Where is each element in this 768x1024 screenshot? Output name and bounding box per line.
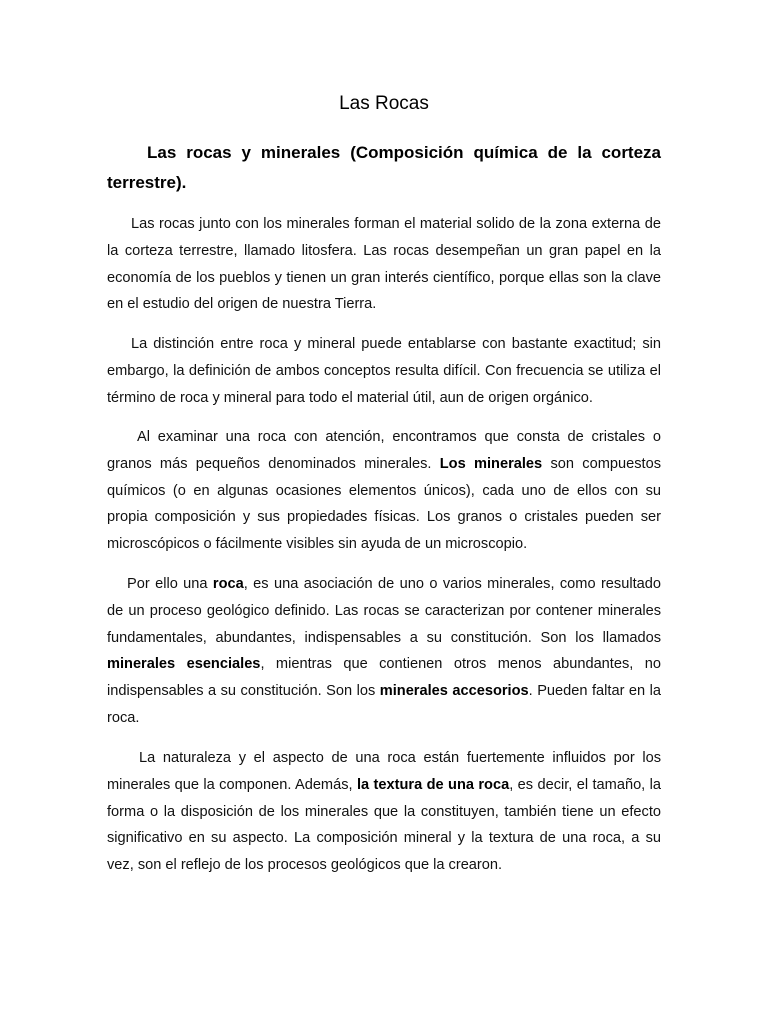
paragraph	[107, 331, 661, 411]
paragraph-text: , es una asociación de uno o varios minerales, como resultado de un proceso geológico definido. Las rocas se caracterizan por contener minerales fundamentales, abundantes, indispensables a su constitución. Son los llamados	[107, 576, 661, 646]
document-title: Las Rocas	[339, 93, 429, 114]
paragraph-text: Las rocas junto con los minerales forman el material solido de la zona externa de la corteza terrestre, llamado litosfera. Las rocas desempeñan un gran papel en la economía de los pueblos y tienen un gran interés científico, porque ellas son la clave en el estudio del origen de nuestra Tierra.	[107, 216, 661, 313]
bold-term: Los minerales	[439, 455, 543, 472]
document-subtitle: Las rocas y minerales (Composición química de la corteza terrestre).	[107, 143, 661, 192]
paragraph-text: , es decir, el tamaño, la forma o la disposición de los minerales que la constituyen, también tiene un efecto significativo en su aspecto. La composición mineral y la textura de una roca, a su vez, son el reflejo de los procesos geológicos que la crearon.	[107, 776, 661, 874]
paragraph-text: La naturaleza y el aspecto de una roca están fuertemente influidos por los minerales que la componen. Además,	[107, 750, 661, 793]
bold-term: la textura de una roca	[356, 776, 510, 793]
paragraph-text: , mientras que contienen otros menos abundantes, no indispensables a su constitución. Son los	[107, 656, 661, 700]
paragraph	[107, 211, 661, 318]
paragraph-text: La distinción entre roca y mineral puede entablarse con bastante exactitud; sin embargo, la definición de ambos conceptos resulta difícil. Con frecuencia se utiliza el término de roca y mineral para todo el material útil, aun de origen orgánico.	[107, 336, 661, 406]
paragraph-text: Por ello una	[127, 576, 213, 592]
paragraph	[107, 745, 661, 879]
paragraph-text: Al examinar una roca con atención, encontramos que consta de cristales o granos más pequeños denominados minerales.	[107, 429, 661, 472]
bold-term: roca	[212, 576, 244, 592]
paragraph-text: son compuestos químicos (o en algunas ocasiones elementos únicos), cada uno de ellos con su propia composición y sus propiedades físicas. Los granos o cristales pueden ser microscópicos o fácilmente visibles sin ayuda de un microscopio.	[107, 455, 661, 553]
paragraph	[107, 424, 661, 558]
paragraph-text: . Pueden faltar en la roca.	[107, 683, 662, 726]
bold-term: minerales esenciales	[107, 656, 261, 673]
bold-term: minerales accesorios	[379, 683, 529, 700]
paragraph	[107, 571, 661, 732]
